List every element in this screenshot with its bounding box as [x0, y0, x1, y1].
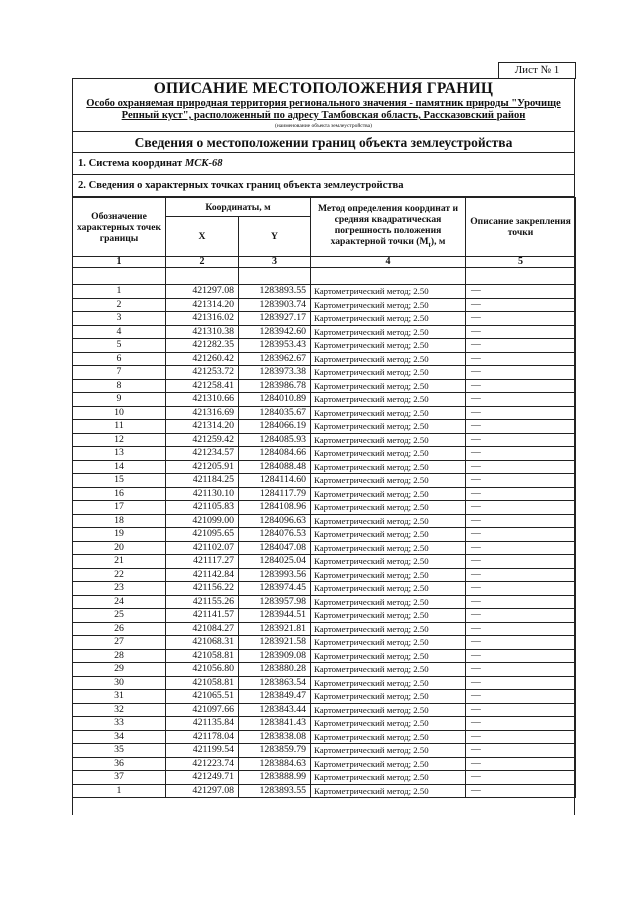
- table-row: [73, 366, 576, 380]
- x-coordinate: 421282.35: [166, 339, 239, 353]
- fixing-value: —: [466, 366, 576, 380]
- y-coordinate: 1284117.79: [239, 487, 311, 501]
- sheet-number: Лист № 1: [498, 62, 576, 79]
- x-coordinate: 421102.07: [166, 541, 239, 555]
- table-row: [73, 352, 576, 366]
- fixing-value: —: [466, 379, 576, 393]
- y-coordinate: 1284085.93: [239, 433, 311, 447]
- y-coordinate: 1284047.08: [239, 541, 311, 555]
- fixing-value: —: [466, 609, 576, 623]
- y-coordinate: 1283973.38: [239, 366, 311, 380]
- x-coordinate: 421249.71: [166, 771, 239, 785]
- y-coordinate: 1284084.66: [239, 447, 311, 461]
- x-coordinate: 421117.27: [166, 555, 239, 569]
- point-number: 28: [73, 649, 166, 663]
- table-row: [73, 690, 576, 704]
- object-name: Особо охраняемая природная территория регионального значения - памятник природы "Урочище Репный куст", расположенный по адресу Тамбовская область, Рассказовский район: [86, 98, 561, 121]
- fixing-value: —: [466, 582, 576, 596]
- y-coordinate: 1283909.08: [239, 649, 311, 663]
- method-value: Картометрический метод; 2.50: [311, 771, 466, 785]
- fixing-value: —: [466, 555, 576, 569]
- y-coordinate: 1283944.51: [239, 609, 311, 623]
- coordinates-table: [72, 197, 576, 798]
- x-coordinate: 421223.74: [166, 757, 239, 771]
- x-coordinate: 421095.65: [166, 528, 239, 542]
- fixing-value: —: [466, 541, 576, 555]
- point-number: 37: [73, 771, 166, 785]
- x-coordinate: 421314.20: [166, 298, 239, 312]
- fixing-value: —: [466, 744, 576, 758]
- y-coordinate: 1284076.53: [239, 528, 311, 542]
- x-coordinate: 421142.84: [166, 568, 239, 582]
- x-coordinate: 421316.69: [166, 406, 239, 420]
- method-value: Картометрический метод; 2.50: [311, 501, 466, 515]
- y-coordinate: 1284108.96: [239, 501, 311, 515]
- table-row: [73, 744, 576, 758]
- table-row: [73, 406, 576, 420]
- method-value: Картометрический метод; 2.50: [311, 649, 466, 663]
- point-number: 13: [73, 447, 166, 461]
- table-row: [73, 298, 576, 312]
- point-number: 25: [73, 609, 166, 623]
- table-row: [73, 784, 576, 798]
- fixing-value: —: [466, 528, 576, 542]
- fixing-value: —: [466, 568, 576, 582]
- point-number: 1: [73, 784, 166, 798]
- y-coordinate: 1283863.54: [239, 676, 311, 690]
- method-value: Картометрический метод; 2.50: [311, 568, 466, 582]
- fixing-value: —: [466, 285, 576, 299]
- fixing-value: —: [466, 406, 576, 420]
- x-coordinate: 421253.72: [166, 366, 239, 380]
- fixing-value: —: [466, 703, 576, 717]
- point-number: 12: [73, 433, 166, 447]
- fixing-value: —: [466, 447, 576, 461]
- method-value: Картометрический метод; 2.50: [311, 730, 466, 744]
- x-coordinate: 421199.54: [166, 744, 239, 758]
- method-value: Картометрический метод; 2.50: [311, 555, 466, 569]
- y-coordinate: 1284035.67: [239, 406, 311, 420]
- y-coordinate: 1283921.81: [239, 622, 311, 636]
- point-number: 18: [73, 514, 166, 528]
- y-coordinate: 1284088.48: [239, 460, 311, 474]
- y-coordinate: 1283893.55: [239, 285, 311, 299]
- points-header: 2. Сведения о характерных точках границ объекта землеустройства: [73, 175, 574, 197]
- col-number: 2: [166, 257, 239, 268]
- point-number: 29: [73, 663, 166, 677]
- table-row: [73, 474, 576, 488]
- table-row: [73, 595, 576, 609]
- point-number: 21: [73, 555, 166, 569]
- point-number: 6: [73, 352, 166, 366]
- point-number: 7: [73, 366, 166, 380]
- y-coordinate: 1283893.55: [239, 784, 311, 798]
- fixing-value: —: [466, 730, 576, 744]
- point-number: 36: [73, 757, 166, 771]
- col-x-header: X: [166, 217, 239, 257]
- y-coordinate: 1283884.63: [239, 757, 311, 771]
- point-number: 20: [73, 541, 166, 555]
- x-coordinate: 421310.38: [166, 325, 239, 339]
- point-number: 10: [73, 406, 166, 420]
- y-coordinate: 1283880.28: [239, 663, 311, 677]
- x-coordinate: 421259.42: [166, 433, 239, 447]
- y-coordinate: 1283921.58: [239, 636, 311, 650]
- fixing-value: —: [466, 636, 576, 650]
- x-coordinate: 421234.57: [166, 447, 239, 461]
- x-coordinate: 421141.57: [166, 609, 239, 623]
- table-row: [73, 447, 576, 461]
- method-value: Картометрический метод; 2.50: [311, 460, 466, 474]
- fixing-value: —: [466, 690, 576, 704]
- y-coordinate: 1283986.78: [239, 379, 311, 393]
- fixing-value: —: [466, 676, 576, 690]
- y-coordinate: 1284010.89: [239, 393, 311, 407]
- method-value: Картометрический метод; 2.50: [311, 595, 466, 609]
- fixing-value: —: [466, 393, 576, 407]
- table-row: [73, 676, 576, 690]
- x-coordinate: 421065.51: [166, 690, 239, 704]
- point-number: 32: [73, 703, 166, 717]
- fixing-value: —: [466, 663, 576, 677]
- point-number: 14: [73, 460, 166, 474]
- method-value: Картометрический метод; 2.50: [311, 393, 466, 407]
- x-coordinate: 421260.42: [166, 352, 239, 366]
- x-coordinate: 421316.02: [166, 312, 239, 326]
- x-coordinate: 421084.27: [166, 622, 239, 636]
- point-number: 1: [73, 285, 166, 299]
- table-row: [73, 487, 576, 501]
- point-number: 2: [73, 298, 166, 312]
- fixing-value: —: [466, 312, 576, 326]
- spacer-row: [73, 268, 576, 285]
- table-row: [73, 663, 576, 677]
- table-row: [73, 433, 576, 447]
- point-number: 27: [73, 636, 166, 650]
- table-row: [73, 717, 576, 731]
- point-number: 8: [73, 379, 166, 393]
- x-coordinate: 421297.08: [166, 784, 239, 798]
- y-coordinate: 1284114.60: [239, 474, 311, 488]
- table-row: [73, 528, 576, 542]
- method-value: Картометрический метод; 2.50: [311, 352, 466, 366]
- table-row: [73, 460, 576, 474]
- point-number: 9: [73, 393, 166, 407]
- table-row: [73, 568, 576, 582]
- coord-system-label: 1. Система координат: [78, 158, 183, 169]
- x-coordinate: 421097.66: [166, 703, 239, 717]
- method-value: Картометрический метод; 2.50: [311, 325, 466, 339]
- x-coordinate: 421099.00: [166, 514, 239, 528]
- point-number: 3: [73, 312, 166, 326]
- table-row: [73, 622, 576, 636]
- table-row: [73, 379, 576, 393]
- fixing-value: —: [466, 501, 576, 515]
- fixing-value: —: [466, 433, 576, 447]
- point-number: 17: [73, 501, 166, 515]
- point-number: 19: [73, 528, 166, 542]
- col-number: 5: [466, 257, 576, 268]
- table-row: [73, 541, 576, 555]
- y-coordinate: 1283927.17: [239, 312, 311, 326]
- method-value: Картометрический метод; 2.50: [311, 514, 466, 528]
- col-designation-header: Обозначение характерных точек границы: [73, 198, 166, 257]
- fixing-value: —: [466, 487, 576, 501]
- table-row: [73, 420, 576, 434]
- method-value: Картометрический метод; 2.50: [311, 690, 466, 704]
- table-row: [73, 501, 576, 515]
- y-coordinate: 1283953.43: [239, 339, 311, 353]
- method-value: Картометрический метод; 2.50: [311, 609, 466, 623]
- coord-system-line: [73, 153, 574, 175]
- method-value: Картометрический метод; 2.50: [311, 487, 466, 501]
- fixing-value: —: [466, 339, 576, 353]
- fixing-value: —: [466, 771, 576, 785]
- point-number: 35: [73, 744, 166, 758]
- point-number: 30: [73, 676, 166, 690]
- method-value: Картометрический метод; 2.50: [311, 784, 466, 798]
- point-number: 22: [73, 568, 166, 582]
- y-coordinate: 1283859.79: [239, 744, 311, 758]
- method-value: Картометрический метод; 2.50: [311, 582, 466, 596]
- y-coordinate: 1283962.67: [239, 352, 311, 366]
- y-coordinate: 1283993.56: [239, 568, 311, 582]
- x-coordinate: 421178.04: [166, 730, 239, 744]
- method-value: Картометрический метод; 2.50: [311, 622, 466, 636]
- col-number: 1: [73, 257, 166, 268]
- method-value: Картометрический метод; 2.50: [311, 757, 466, 771]
- point-number: 5: [73, 339, 166, 353]
- point-number: 34: [73, 730, 166, 744]
- y-coordinate: 1283974.45: [239, 582, 311, 596]
- y-coordinate: 1283841.43: [239, 717, 311, 731]
- x-coordinate: 421297.08: [166, 285, 239, 299]
- x-coordinate: 421130.10: [166, 487, 239, 501]
- point-number: 24: [73, 595, 166, 609]
- method-value: Картометрический метод; 2.50: [311, 379, 466, 393]
- section-title: Сведения о местоположении границ объекта землеустройства: [73, 131, 574, 153]
- table-row: [73, 636, 576, 650]
- fixing-value: —: [466, 717, 576, 731]
- table-row: [73, 757, 576, 771]
- x-coordinate: 421258.41: [166, 379, 239, 393]
- method-value: Картометрический метод; 2.50: [311, 744, 466, 758]
- table-row: [73, 703, 576, 717]
- x-coordinate: 421314.20: [166, 420, 239, 434]
- y-coordinate: 1283942.60: [239, 325, 311, 339]
- method-value: Картометрический метод; 2.50: [311, 528, 466, 542]
- y-coordinate: 1284066.19: [239, 420, 311, 434]
- table-row: [73, 393, 576, 407]
- table-row: [73, 609, 576, 623]
- fixing-value: —: [466, 622, 576, 636]
- method-value: Картометрический метод; 2.50: [311, 312, 466, 326]
- point-number: 23: [73, 582, 166, 596]
- fixing-value: —: [466, 649, 576, 663]
- col-coords-header: Координаты, м: [166, 198, 311, 217]
- col-y-header: Y: [239, 217, 311, 257]
- point-number: 33: [73, 717, 166, 731]
- x-coordinate: 421105.83: [166, 501, 239, 515]
- col-number: 3: [239, 257, 311, 268]
- x-coordinate: 421205.91: [166, 460, 239, 474]
- col-method-header: Метод определения координат и средняя квадратическая погрешность положения характерной точки $(M_t)$, м: [311, 198, 466, 257]
- table-row: [73, 649, 576, 663]
- y-coordinate: 1283849.47: [239, 690, 311, 704]
- coord-system-value: МСК-68: [184, 158, 223, 169]
- table-row: [73, 312, 576, 326]
- table-row: [73, 325, 576, 339]
- x-coordinate: 421056.80: [166, 663, 239, 677]
- fixing-value: —: [466, 595, 576, 609]
- fixing-value: —: [466, 784, 576, 798]
- x-coordinate: 421310.66: [166, 393, 239, 407]
- x-coordinate: 421135.84: [166, 717, 239, 731]
- point-number: 26: [73, 622, 166, 636]
- method-value: Картометрический метод; 2.50: [311, 366, 466, 380]
- point-number: 15: [73, 474, 166, 488]
- y-coordinate: 1283903.74: [239, 298, 311, 312]
- y-coordinate: 1283843.44: [239, 703, 311, 717]
- table-row: [73, 285, 576, 299]
- x-coordinate: 421068.31: [166, 636, 239, 650]
- col-fixing-header: Описание закрепления точки: [466, 198, 576, 257]
- document-frame: [72, 78, 575, 815]
- x-coordinate: 421156.22: [166, 582, 239, 596]
- fixing-value: —: [466, 325, 576, 339]
- table-row: [73, 582, 576, 596]
- fixing-value: —: [466, 757, 576, 771]
- point-number: 4: [73, 325, 166, 339]
- col-number: 4: [311, 257, 466, 268]
- fixing-value: —: [466, 420, 576, 434]
- point-number: 11: [73, 420, 166, 434]
- method-value: Картометрический метод; 2.50: [311, 433, 466, 447]
- y-coordinate: 1283957.98: [239, 595, 311, 609]
- fixing-value: —: [466, 298, 576, 312]
- fixing-value: —: [466, 352, 576, 366]
- method-value: Картометрический метод; 2.50: [311, 474, 466, 488]
- method-value: Картометрический метод; 2.50: [311, 447, 466, 461]
- method-value: Картометрический метод; 2.50: [311, 406, 466, 420]
- method-value: Картометрический метод; 2.50: [311, 663, 466, 677]
- fixing-value: —: [466, 460, 576, 474]
- document-title: ОПИСАНИЕ МЕСТОПОЛОЖЕНИЯ ГРАНИЦ: [153, 80, 494, 97]
- y-coordinate: 1283838.08: [239, 730, 311, 744]
- table-row: [73, 730, 576, 744]
- method-value: Картометрический метод; 2.50: [311, 541, 466, 555]
- table-row: [73, 339, 576, 353]
- y-coordinate: 1284096.63: [239, 514, 311, 528]
- x-coordinate: 421058.81: [166, 649, 239, 663]
- object-name-caption: (наименование объекта землеустройства): [275, 123, 372, 129]
- method-value: Картометрический метод; 2.50: [311, 703, 466, 717]
- method-value: Картометрический метод; 2.50: [311, 636, 466, 650]
- method-value: Картометрический метод; 2.50: [311, 339, 466, 353]
- method-value: Картометрический метод; 2.50: [311, 676, 466, 690]
- point-number: 31: [73, 690, 166, 704]
- method-value: Картометрический метод; 2.50: [311, 420, 466, 434]
- fixing-value: —: [466, 474, 576, 488]
- table-row: [73, 771, 576, 785]
- method-value: Картометрический метод; 2.50: [311, 717, 466, 731]
- fixing-value: —: [466, 514, 576, 528]
- table-row: [73, 514, 576, 528]
- y-coordinate: 1284025.04: [239, 555, 311, 569]
- point-number: 16: [73, 487, 166, 501]
- x-coordinate: 421184.25: [166, 474, 239, 488]
- x-coordinate: 421058.81: [166, 676, 239, 690]
- method-value: Картометрический метод; 2.50: [311, 285, 466, 299]
- x-coordinate: 421155.26: [166, 595, 239, 609]
- method-value: Картометрический метод; 2.50: [311, 298, 466, 312]
- y-coordinate: 1283888.99: [239, 771, 311, 785]
- table-row: [73, 555, 576, 569]
